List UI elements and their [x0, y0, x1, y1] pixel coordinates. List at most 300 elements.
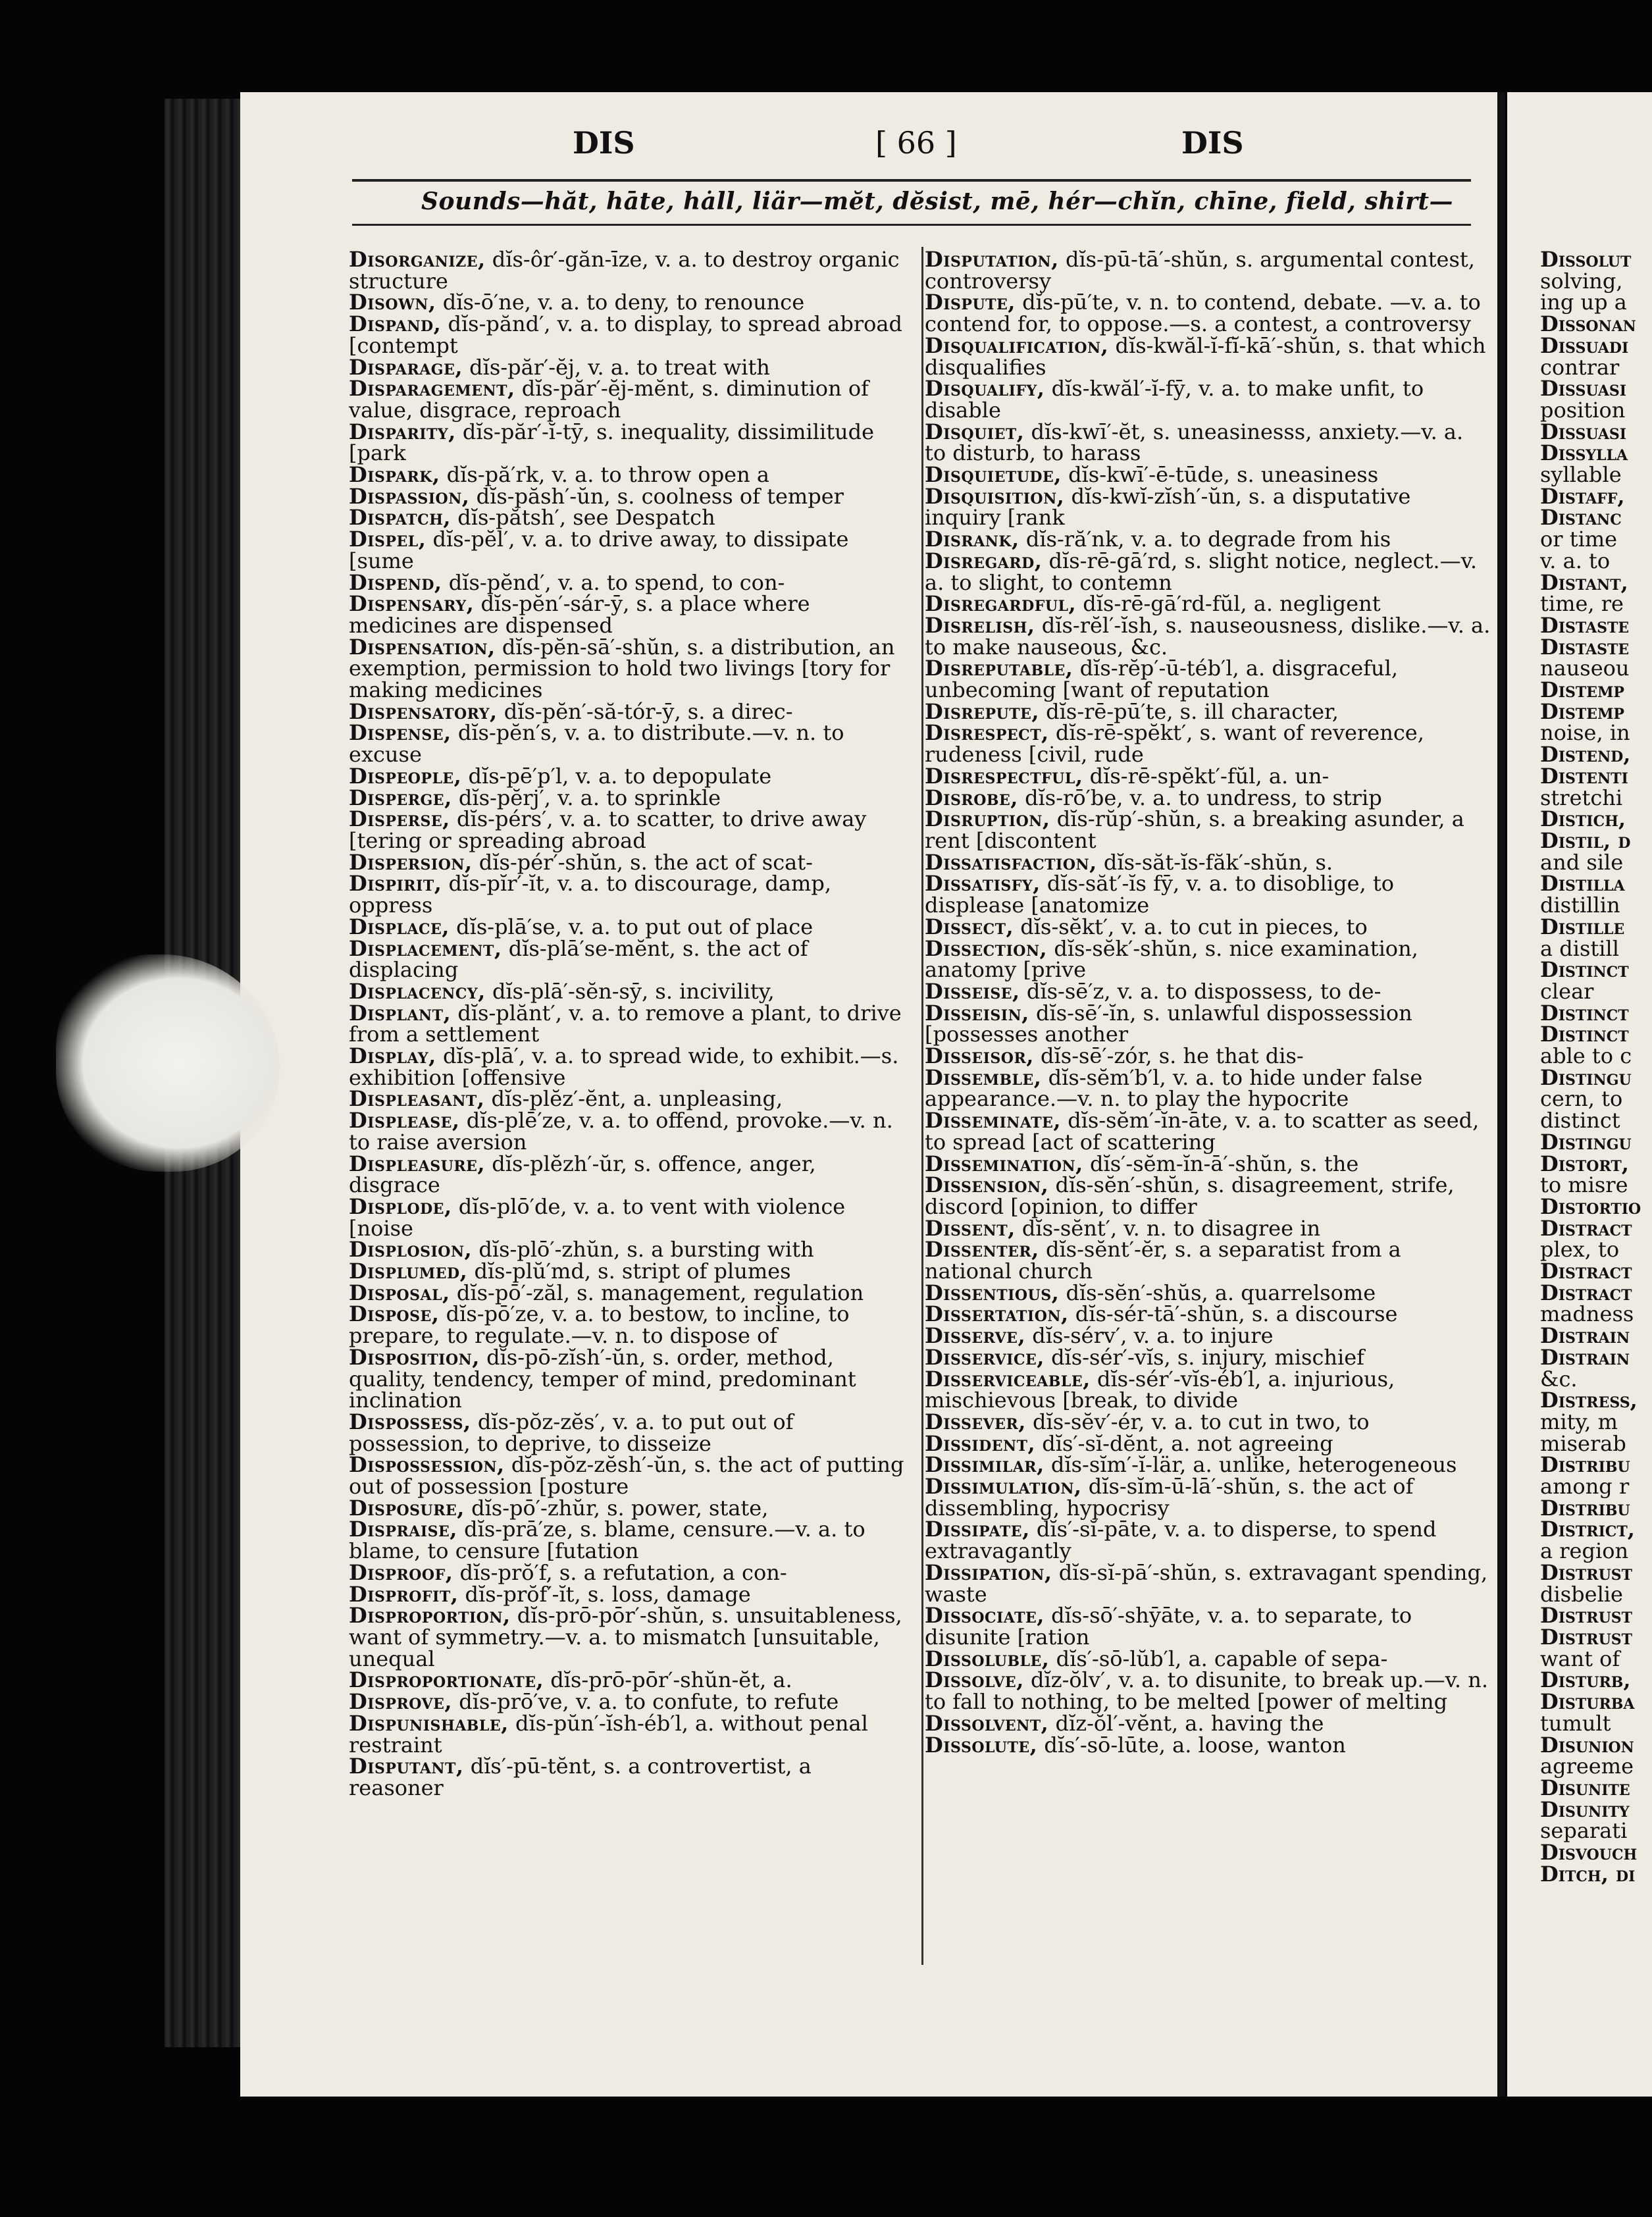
facing-page-fragment: able to c — [1540, 1043, 1632, 1069]
entry-definition: dĭs-kwĭ-zĭsh′-ŭn, s. a disputative inquiry [rank — [925, 483, 1411, 531]
entry-definition: dĭs-sĕm′b′l, v. a. to hide under false appearance.—v. n. to play the hypocrite — [925, 1064, 1423, 1112]
entry-definition: dĭs′-pū-tĕnt, s. a controvertist, a reasoner — [349, 1754, 812, 1800]
entry-headword: Disprove, — [349, 1689, 453, 1715]
entry-headword: Dissociate, — [925, 1603, 1045, 1629]
entry-headword: Displeasant, — [349, 1086, 485, 1112]
dictionary-entry — [349, 787, 908, 809]
dictionary-entry — [925, 483, 1491, 531]
entry-definition: dĭs-pĕrj′, v. a. to sprinkle — [452, 785, 721, 810]
entry-headword: Dispersion, — [349, 849, 473, 875]
facing-page-fragment: Distant, — [1540, 569, 1628, 595]
header-right-guide-word: DIS — [1181, 125, 1244, 161]
entry-headword: Displace, — [349, 914, 450, 939]
entry-definition: dĭs-păr′-ĭ-tȳ, s. inequality, dissimilitude [park — [349, 419, 875, 466]
entry-headword: Displant, — [349, 1000, 452, 1026]
entry-definition: dĭs-ră′nk, v. a. to degrade from his — [1019, 527, 1391, 552]
facing-page-fragment: Disturba — [1540, 1689, 1635, 1715]
entry-definition: dĭs-pŏz-zĕsh′-ŭn, s. the act of putting out of possession [posture — [349, 1452, 904, 1500]
facing-page-fragment: Distinct — [1540, 1022, 1629, 1047]
dictionary-entry — [925, 332, 1491, 380]
entry-definition: dĭs-plănt′, v. a. to remove a plant, to drive from a settlement — [349, 1000, 902, 1047]
entry-headword: Dispossession, — [349, 1452, 505, 1478]
facing-page-fragment: Dissuadi — [1540, 332, 1629, 358]
facing-page-fragment: Distingu — [1540, 1064, 1632, 1090]
entry-headword: Disorganize, — [349, 247, 486, 272]
dictionary-entry — [349, 1669, 908, 1691]
dictionary-entry — [349, 249, 908, 292]
dictionary-entry — [349, 483, 908, 509]
entry-headword: Display, — [349, 1043, 436, 1069]
facing-page-fragment: Distrust — [1540, 1603, 1633, 1629]
facing-page-fragment: Distenti — [1540, 763, 1628, 789]
facing-page-fragment: Distinct — [1540, 1000, 1629, 1026]
entry-headword: Displacement, — [349, 935, 502, 961]
entry-definition: dĭs-sérv′, v. a. to injure — [1025, 1323, 1274, 1349]
dictionary-entry — [349, 873, 908, 916]
entry-definition: dĭs-prā′ze, s. blame, censure.—v. a. to blame, to censure [futation — [349, 1517, 865, 1564]
entry-definition: dĭs-plĕzh′-ŭr, s. offence, anger, disgrace — [349, 1151, 816, 1198]
dictionary-entry — [925, 787, 1491, 809]
dictionary-entry — [925, 421, 1491, 464]
entry-headword: Disseisin, — [925, 1000, 1029, 1026]
dictionary-entry — [349, 529, 908, 571]
dictionary-entry — [925, 464, 1491, 486]
dictionary-entry — [925, 1215, 1491, 1241]
entry-definition: dĭs-sĭm′-ĭ-lär, a. unlike, heterogeneous — [1044, 1452, 1457, 1478]
entry-definition: dĭs-sĕv′-ér, v. a. to cut in two, to — [1025, 1409, 1370, 1434]
entry-definition: dĭs-sē′-zór, s. he that dis- — [1033, 1043, 1304, 1069]
facing-page-fragment: separati — [1540, 1818, 1628, 1844]
entry-headword: Disown, — [349, 290, 436, 315]
dictionary-entry — [925, 1344, 1491, 1370]
dictionary-entry — [925, 1239, 1491, 1282]
dictionary-entry — [925, 290, 1491, 337]
entry-definition: dĭs-plĕz′-ĕnt, a. unpleasing, — [484, 1086, 783, 1112]
entry-headword: Dispense, — [349, 720, 452, 746]
entry-definition: dĭs-ôr′-găn-īze, v. a. to destroy organic structure — [349, 247, 900, 294]
entry-headword: Disputation, — [925, 247, 1059, 272]
dictionary-entry — [925, 1454, 1491, 1476]
entry-definition: dĭs-rĕp′-ū-téb′l, a. disgraceful, unbecoming [want of reputation — [925, 656, 1399, 703]
entry-headword: Displosion, — [349, 1237, 473, 1263]
entry-headword: Disrank, — [925, 527, 1020, 552]
entry-headword: Dispensatory, — [349, 698, 498, 724]
entry-definition: dĭs-pĕn′-să-tór-ȳ, s. a direc- — [497, 698, 793, 724]
dictionary-entry — [349, 720, 908, 768]
dictionary-entry — [925, 1476, 1491, 1519]
entry-definition: dĭs-săt′-ĭs fȳ, v. a. to disoblige, to displease [anatomize — [925, 871, 1394, 918]
facing-page-fragment: a distill — [1540, 935, 1619, 961]
dictionary-entry — [349, 569, 908, 595]
entry-headword: Disqualification, — [925, 332, 1109, 358]
entry-definition: dĭs-kwăl′-ĭ-fȳ, v. a. to make unfit, to disable — [925, 376, 1424, 423]
entry-definition: dĭs-kwī′-ĕt, s. uneasinesss, anxiety.—v. a. to disturb, to harass — [925, 419, 1464, 466]
entry-headword: Dissolve, — [925, 1667, 1024, 1693]
facing-page-fragment: Distribu — [1540, 1495, 1630, 1521]
entry-headword: Dispassion, — [349, 483, 470, 509]
dictionary-entry — [349, 935, 908, 983]
entry-headword: Disquisition, — [925, 483, 1065, 509]
dictionary-entry — [349, 378, 908, 421]
facing-page-fragment: Distich, — [1540, 806, 1626, 832]
dictionary-entry — [349, 1193, 908, 1241]
page-gutter — [1497, 92, 1505, 2097]
facing-page-fragment: Distaff, — [1540, 483, 1625, 509]
dictionary-entry — [349, 1710, 908, 1758]
entry-headword: Dissimilar, — [925, 1452, 1045, 1478]
entry-headword: Displeasure, — [349, 1151, 486, 1176]
entry-headword: Disrelish, — [925, 612, 1035, 638]
entry-headword: Disparagement, — [349, 376, 515, 402]
facing-page-fragment: time, re — [1540, 591, 1624, 617]
facing-page-fragment: clear — [1540, 978, 1594, 1004]
dictionary-entry — [349, 1045, 908, 1088]
facing-page-fragment: Distilla — [1540, 871, 1625, 897]
entry-definition: dĭs-plā′, v. a. to spread wide, to exhibit.—s. exhibition [offensive — [349, 1043, 899, 1090]
dictionary-entry — [349, 1495, 908, 1521]
dictionary-entry — [349, 1153, 908, 1196]
entry-headword: Dissemination, — [925, 1151, 1083, 1176]
facing-page-fragment: disbelie — [1540, 1581, 1623, 1607]
facing-page-fragment: Distort, — [1540, 1151, 1629, 1176]
entry-headword: Dispraise, — [349, 1517, 457, 1542]
entry-definition: dĭs-rĕl′-ĭsh, s. nauseousness, dislike.—v. a. to make nauseous, &c. — [925, 612, 1491, 660]
entry-headword: Disperge, — [349, 785, 452, 810]
facing-page-fragment: mity, m — [1540, 1409, 1618, 1434]
running-header — [316, 125, 1487, 171]
dictionary-entry — [349, 916, 908, 938]
entry-headword: Disrepute, — [925, 698, 1039, 724]
facing-page-fragment: Distemp — [1540, 677, 1624, 703]
entry-headword: Dissent, — [925, 1215, 1016, 1241]
entry-headword: Dispensation, — [349, 634, 496, 660]
dictionary-entry — [925, 698, 1491, 724]
dictionary-entry — [925, 808, 1491, 851]
entry-definition: dĭs-prŏ′f, s. a refutation, a con- — [453, 1559, 787, 1585]
page-number: [ 66 ] — [875, 125, 957, 161]
entry-definition: dĭs-sĕkt′, v. a. to cut in pieces, to — [1014, 914, 1368, 939]
entry-definition: dĭs-pū-tā′-shŭn, s. argumental contest, controversy — [925, 247, 1475, 294]
key-rule — [352, 224, 1471, 226]
dictionary-entry — [925, 1559, 1491, 1607]
facing-page-fragment: Distrust — [1540, 1625, 1633, 1650]
dictionary-entry — [925, 1411, 1491, 1433]
entry-definition: dĭs-pē′p′l, v. a. to depopulate — [461, 763, 772, 789]
dictionary-entry — [349, 1301, 908, 1349]
entry-definition: dĭs-sér-tā′-shŭn, s. a discourse — [1068, 1301, 1398, 1327]
facing-page-fragment: nauseou — [1540, 656, 1630, 681]
dictionary-entry — [925, 1303, 1491, 1325]
entry-definition: dĭs-prō′ve, v. a. to confute, to refute — [452, 1689, 839, 1715]
facing-page-fragment: Distrust — [1540, 1559, 1633, 1585]
entry-definition: dĭs-rŭp′-shŭn, s. a breaking asunder, a rent [discontent — [925, 806, 1464, 853]
facing-page-fragment: Distract — [1540, 1280, 1632, 1305]
entry-definition: dĭs-sē′-ĭn, s. unlawful dispossession [possesses another — [925, 1000, 1412, 1047]
dictionary-entry — [349, 1344, 908, 1413]
entry-headword: Disquiet, — [925, 419, 1025, 444]
facing-page-fragment: Ditch, di — [1540, 1861, 1636, 1887]
facing-page-fragment: distillin — [1540, 893, 1620, 918]
entry-definition: dĭs-pō′-zhŭr, s. power, state, — [464, 1495, 769, 1521]
dictionary-entry — [925, 1045, 1491, 1067]
facing-page-fragment: Disunite — [1540, 1775, 1630, 1800]
dictionary-entry — [925, 1710, 1491, 1736]
entry-headword: Dissatisfy, — [925, 871, 1041, 897]
facing-page-fragment: stretchi — [1540, 785, 1623, 810]
facing-page-fragment: Distract — [1540, 1259, 1632, 1284]
entry-definition: dĭs-rē-pū′te, s. ill character, — [1039, 698, 1339, 724]
facing-page-fragment: Dissylla — [1540, 440, 1628, 466]
dictionary-entry — [925, 1153, 1491, 1175]
dictionary-entry — [349, 593, 908, 636]
entry-headword: Dispirit, — [349, 871, 442, 897]
entry-definition: dĭs-pō′ze, v. a. to bestow, to incline, to prepare, to regulate.—v. n. to dispose of — [349, 1301, 850, 1349]
entry-definition: dĭs-pănd′, v. a. to display, to spread abroad [contempt — [349, 311, 902, 358]
entry-headword: Dispatch, — [349, 505, 452, 531]
entry-definition: dĭs-sĕnt′-ĕr, s. a separatist from a national church — [925, 1237, 1401, 1284]
entry-headword: Dissect, — [925, 914, 1014, 939]
entry-headword: Disrespectful, — [925, 763, 1083, 789]
facing-page-fragment: Dissonan — [1540, 311, 1636, 337]
entry-definition: dĭs-sér′-vĭs-éb′l, a. injurious, mischievous [break, to divide — [925, 1366, 1395, 1413]
entry-definition: dĭs-plŭ′md, s. stript of plumes — [467, 1259, 791, 1284]
entry-definition: dĭs-sĭ-pā′-shŭn, s. extravagant spending, waste — [925, 1559, 1488, 1607]
facing-page-fragment: want of — [1540, 1646, 1620, 1671]
entry-definition: dĭs-rē-gā′rd-fŭl, a. negligent — [1076, 591, 1381, 617]
dictionary-entry — [925, 249, 1491, 292]
facing-page-fragment: &c. — [1540, 1366, 1578, 1392]
facing-page-fragment: miserab — [1540, 1430, 1626, 1456]
entry-headword: Dispel, — [349, 527, 426, 552]
dictionary-entry — [925, 1734, 1491, 1756]
dictionary-entry — [925, 1648, 1491, 1670]
entry-definition: dĭs-păr′-ĕj, v. a. to treat with — [463, 354, 770, 380]
facing-page-fragment: contrar — [1540, 354, 1620, 380]
facing-page-fragment: Distanc — [1540, 505, 1622, 531]
entry-definition: dĭs-pérs′, v. a. to scatter, to drive away [tering or spreading abroad — [349, 806, 867, 853]
dictionary-entry — [349, 1691, 908, 1713]
facing-page-fragments — [1540, 249, 1652, 1885]
dictionary-entry — [349, 1239, 908, 1261]
dictionary-entry — [349, 763, 908, 789]
column-divider — [921, 247, 923, 1965]
facing-page-fragment: v. a. to — [1540, 548, 1611, 573]
entry-definition: dĭs-pū′te, v. n. to contend, debate. —v. a. to contend for, to oppose.—s. a contest, a controversy — [925, 290, 1481, 337]
entry-headword: Displode, — [349, 1193, 452, 1219]
entry-definition: dĭs-pĭr′-ĭt, v. a. to discourage, damp, oppress — [349, 871, 831, 918]
entry-headword: Dissipate, — [925, 1517, 1030, 1542]
dictionary-entry — [925, 849, 1491, 875]
facing-page-fragment: or time — [1540, 527, 1618, 552]
entry-definition: dĭs-sĕm′-ĭn-āte, v. a. to scatter as seed, to spread [act of scattering — [925, 1108, 1480, 1155]
facing-page-fragment: Disvouch — [1540, 1840, 1638, 1865]
entry-headword: Displacency, — [349, 978, 486, 1004]
entry-definition: dĭs-rō′be, v. a. to undress, to strip — [1018, 785, 1382, 810]
dictionary-entry — [925, 1325, 1491, 1347]
entry-headword: Disproportionate, — [349, 1667, 544, 1693]
entry-headword: Dissentious, — [925, 1280, 1060, 1305]
entry-definition: dĭs-prŏf′-ĭt, s. loss, damage — [458, 1581, 751, 1607]
dictionary-entry — [349, 1756, 908, 1798]
entry-definition: dĭs-kwăl-ĭ-fĭ-kā′-shŭn, s. that which disqualifies — [925, 332, 1486, 380]
entry-headword: Dissertation, — [925, 1301, 1069, 1327]
entry-headword: Disserve, — [925, 1323, 1026, 1349]
facing-page-fragment: madness — [1540, 1301, 1634, 1327]
entry-headword: Disproportion, — [349, 1603, 511, 1629]
entry-definition: dĭs-pō-zĭsh′-ŭn, s. order, method, quality, tendency, temper of mind, predominant inclination — [349, 1344, 856, 1413]
entry-definition: dĭs-pă′rk, v. a. to throw open a — [440, 462, 769, 488]
entry-definition: dĭs-rē-spĕkt′-fŭl, a. un- — [1083, 763, 1329, 789]
entry-headword: Disrespect, — [925, 720, 1049, 746]
entry-definition: dĭs-plā′se-mĕnt, s. the act of displacing — [349, 935, 808, 983]
dictionary-entry — [349, 808, 908, 851]
dictionary-entry — [349, 849, 908, 875]
facing-page-fragment: District, — [1540, 1517, 1635, 1542]
entry-definition: dĭs-pér′-shŭn, s. the act of scat- — [472, 849, 813, 875]
entry-definition: dĭs-sĕk′-shŭn, s. nice examination, anatomy [prive — [925, 935, 1418, 983]
entry-definition: dĭs-pătsh′, see Despatch — [451, 505, 715, 531]
dictionary-entry — [925, 1110, 1491, 1153]
facing-page-fragment: Disunion — [1540, 1732, 1634, 1758]
dictionary-entry — [925, 1366, 1491, 1413]
entry-definition: dĭs-prō-pōr′-shŭn, s. unsuitableness, want of symmetry.—v. a. to mismatch [unsuitable, unequal — [349, 1603, 902, 1671]
entry-headword: Disprofit, — [349, 1581, 459, 1607]
facing-page-fragment: solving, — [1540, 268, 1623, 294]
facing-page-fragment: Distille — [1540, 914, 1625, 939]
entry-definition: dĭs-rē-gā′rd, s. slight notice, neglect.—v. a. to slight, to contemn — [925, 548, 1478, 595]
entry-definition: dĭs-sĭm-ū-lā′-shŭn, s. the act of dissembling, hypocrisy — [925, 1474, 1414, 1521]
entry-headword: Dissever, — [925, 1409, 1026, 1434]
entry-definition: dĭs-păsh′-ŭn, s. coolness of temper — [469, 483, 844, 509]
dictionary-entry — [925, 1430, 1491, 1456]
entry-definition: dĭs′-sĕm-ĭn-ā′-shŭn, s. the — [1083, 1151, 1359, 1176]
entry-headword: Dispute, — [925, 290, 1016, 315]
facing-page-fragment: Distress, — [1540, 1388, 1638, 1413]
dictionary-entry — [349, 978, 908, 1004]
entry-headword: Disquietude, — [925, 462, 1062, 488]
facing-page-fragment: among r — [1540, 1474, 1630, 1500]
entry-definition: dĭs-sō′-shȳāte, v. a. to separate, to disunite [ration — [925, 1603, 1412, 1650]
entry-definition: dĭs-sē′z, v. a. to dispossess, to de- — [1020, 978, 1381, 1004]
entry-definition: dĭs-sĕn′-shŭn, s. disagreement, strife, discord [opinion, to differ — [925, 1172, 1455, 1219]
entry-definition: dĭs-sĕnt′, v. n. to disagree in — [1015, 1215, 1321, 1241]
dictionary-entry — [349, 1581, 908, 1607]
dictionary-entry — [925, 656, 1491, 703]
dictionary-entry — [349, 1559, 908, 1585]
entry-definition: dĭs-săt-ĭs-făk′-shŭn, s. — [1097, 849, 1333, 875]
facing-page-fragment: position — [1540, 397, 1626, 423]
facing-page-fragment: Distortio — [1540, 1193, 1641, 1219]
entry-headword: Disparage, — [349, 354, 463, 380]
facing-page-fragment: Distrain — [1540, 1323, 1630, 1349]
facing-page-fragment: Dissuasi — [1540, 419, 1627, 444]
entry-definition: dĭs-pŏz-zĕs′, v. a. to put out of possession, to deprive, to disseize — [349, 1409, 794, 1456]
entry-headword: Dispensary, — [349, 591, 475, 617]
entry-definition: dĭs′-sō-lŭb′l, a. capable of sepa- — [1049, 1646, 1388, 1671]
entry-definition: dĭs-sĕn′-shŭs, a. quarrelsome — [1059, 1280, 1376, 1305]
header-rule — [352, 179, 1471, 182]
facing-page-fragment: cern, to — [1540, 1086, 1623, 1112]
pronunciation-key: Sounds—hăt, hāte, hȧll, liär—mĕt, dĕsist, mē, hér—chĭn, chīne, field, shirt— — [421, 188, 1454, 215]
entry-headword: Dissimulation, — [925, 1474, 1082, 1500]
dictionary-entry — [349, 464, 908, 486]
dictionary-entry — [349, 1411, 908, 1454]
entry-definition: dĭs′-sō-lūte, a. loose, wanton — [1037, 1732, 1346, 1758]
facing-page-fragment: tumult — [1540, 1710, 1611, 1736]
entry-headword: Disproof, — [349, 1559, 453, 1585]
entry-headword: Displease, — [349, 1108, 460, 1134]
facing-page-fragment: Distend, — [1540, 742, 1631, 768]
entry-definition: dĭz-ŏl′-vĕnt, a. having the — [1048, 1710, 1324, 1736]
facing-page-fragment: a region — [1540, 1538, 1629, 1564]
dictionary-entry — [925, 1605, 1491, 1648]
entry-headword: Disputant, — [349, 1754, 464, 1779]
entry-headword: Disparity, — [349, 419, 456, 444]
entry-headword: Dispunishable, — [349, 1710, 509, 1736]
entry-headword: Disposition, — [349, 1344, 480, 1370]
entry-headword: Dispeople, — [349, 763, 462, 789]
entry-definition: dĭs-pĕnd′, v. a. to spend, to con- — [442, 569, 785, 595]
entry-headword: Dissatisfaction, — [925, 849, 1097, 875]
entry-definition: dĭs-kwī′-ē-tūde, s. uneasiness — [1061, 462, 1379, 488]
facing-page-fragment: and sile — [1540, 849, 1624, 875]
entry-definition: dĭs-pŭn′-ĭsh-éb′l, a. without penal restraint — [349, 1710, 868, 1758]
entry-definition: dĭz-ŏlv′, v. a. to disunite, to break up.—v. n. to fall to nothing, to be melted [power of melting — [925, 1667, 1488, 1715]
entry-headword: Disseise, — [925, 978, 1020, 1004]
facing-page-fragment: Distingu — [1540, 1129, 1632, 1155]
dictionary-entry — [349, 1605, 908, 1669]
dictionary-entry — [925, 378, 1491, 421]
dictionary-entry — [925, 1174, 1491, 1217]
dictionary-entry — [349, 698, 908, 724]
facing-page-fragment: Distinct — [1540, 957, 1629, 983]
entry-headword: Dissipation, — [925, 1559, 1052, 1585]
facing-page-fragment: Dissuasi — [1540, 376, 1627, 402]
entry-headword: Dissection, — [925, 935, 1048, 961]
dictionary-entry — [925, 1064, 1491, 1112]
entry-headword: Disrobe, — [925, 785, 1018, 810]
entry-headword: Disserviceable, — [925, 1366, 1091, 1392]
header-left-guide-word: DIS — [573, 125, 635, 161]
entry-definition: dĭs-plō′de, v. a. to vent with violence [noise — [349, 1193, 846, 1241]
entry-definition: dĭs-plē′ze, v. a. to offend, provoke.—v. n. to raise aversion — [349, 1108, 893, 1155]
facing-page-fragment: ing up a — [1540, 290, 1627, 315]
dictionary-entry — [349, 421, 908, 464]
dictionary-entry — [925, 612, 1491, 660]
dictionary-entry — [349, 1282, 908, 1304]
dictionary-entry — [925, 935, 1491, 983]
entry-headword: Dissension, — [925, 1172, 1049, 1198]
entry-definition: dĭs-pĕn′s, v. a. to distribute.—v. n. to excuse — [349, 720, 844, 768]
right-column-entries — [925, 249, 1491, 1756]
dictionary-entry — [925, 1000, 1491, 1047]
facing-page-fragment: Distemp — [1540, 698, 1624, 724]
entry-headword: Dissoluble, — [925, 1646, 1050, 1671]
entry-headword: Disservice, — [925, 1344, 1045, 1370]
entry-definition: dĭs-plō′-zhŭn, s. a bursting with — [472, 1237, 814, 1263]
entry-headword: Disseisor, — [925, 1043, 1034, 1069]
facing-page-fragment: Distaste — [1540, 634, 1630, 660]
entry-headword: Dissolute, — [925, 1732, 1038, 1758]
entry-definition: dĭs′-sĭ-pāte, v. a. to disperse, to spend extravagantly — [925, 1517, 1437, 1564]
facing-page-fragment: distinct — [1540, 1108, 1620, 1134]
entry-headword: Dispand, — [349, 311, 442, 337]
facing-page-fragment: Disturb, — [1540, 1667, 1631, 1693]
entry-headword: Dispend, — [349, 569, 442, 595]
entry-headword: Disruption, — [925, 806, 1050, 832]
entry-headword: Displumed, — [349, 1259, 468, 1284]
entry-headword: Dissemble, — [925, 1064, 1042, 1090]
